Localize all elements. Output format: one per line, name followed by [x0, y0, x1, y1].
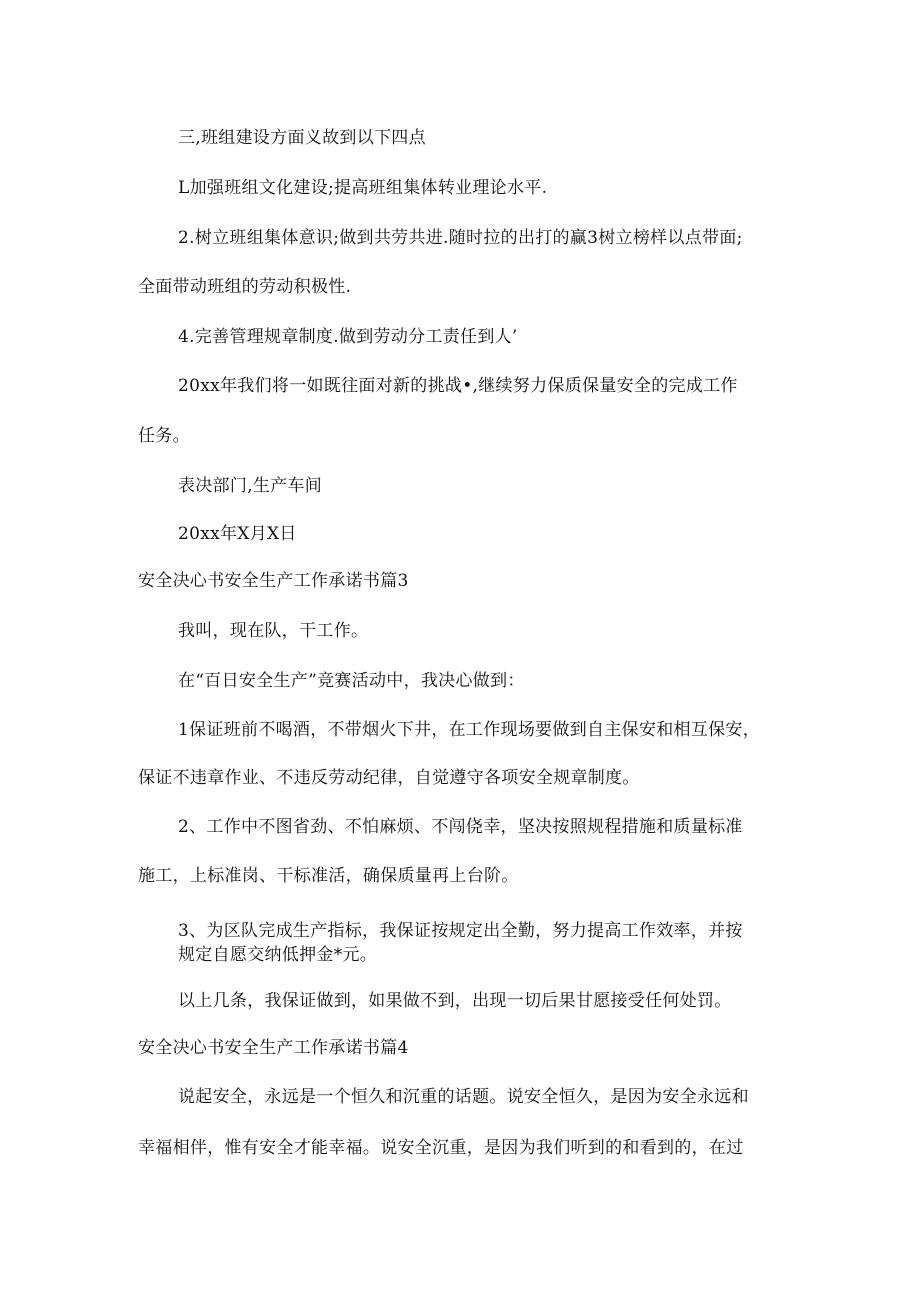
section-heading: 安全决心书安全生产工作承诺书篇3 — [138, 571, 409, 591]
section-heading: 安全决心书安全生产工作承诺书篇4 — [138, 1038, 409, 1058]
paragraph-line: 三,班组建设方面义故到以下四点 — [178, 128, 426, 148]
paragraph-line: 3、为区队完成生产指标，我保证按规定出全勤，努力提高工作效率，并按 — [178, 921, 743, 941]
paragraph-line: 保证不违章作业、不违反劳动纪律，自觉遵守各项安全规章制度。 — [138, 768, 640, 788]
paragraph-line: 施工，上标准岗、干标准活，确保质量再上台阶。 — [138, 866, 519, 886]
date-line: 20xx年X月X日 — [178, 524, 297, 544]
paragraph-line: 表决部门,生产车间 — [178, 476, 323, 496]
paragraph-line: 以上几条，我保证做到，如果做不到，出现一切后果甘愿接受任何处罚。 — [178, 991, 732, 1011]
paragraph-line: 2、工作中不图省劲、不怕麻烦、不闯侥幸，坚决按照规程措施和质量标准 — [178, 817, 743, 837]
paragraph-line: 幸福相伴，惟有安全才能幸福。说安全沉重，是因为我们听到的和看到的，在过 — [138, 1138, 744, 1158]
paragraph-line: 说起安全，永远是一个恒久和沉重的话题。说安全恒久，是因为安全永远和 — [178, 1087, 749, 1107]
paragraph-line: 2.树立班组集体意识;做到共劳共进.随时拉的出打的赢3树立榜样以点带面; — [178, 228, 743, 248]
paragraph-line: 1保证班前不喝酒，不带烟火下井，在工作现场要做到自主保安和相互保安， — [178, 720, 761, 740]
paragraph-line: 在“百日安全生产”竞赛活动中，我决心做到： — [178, 671, 525, 691]
paragraph-line: L加强班组文化建设;提高班组集体转业理论水平. — [178, 178, 548, 198]
paragraph-line: 我叫，现在队，干工作。 — [178, 621, 369, 641]
paragraph-line: 全面带动班组的劳动积极性. — [138, 277, 352, 297]
paragraph-line: 4.完善管理规章制度.做到劳动分工责任到人’ — [178, 327, 518, 347]
paragraph-line: 20xx年我们将一如既往面对新的挑战•,继续努力保质保量安全的完成工作 — [178, 376, 738, 396]
paragraph-line: 规定自愿交纳低押金*元。 — [178, 945, 378, 965]
paragraph-line: 任务。 — [138, 426, 190, 446]
